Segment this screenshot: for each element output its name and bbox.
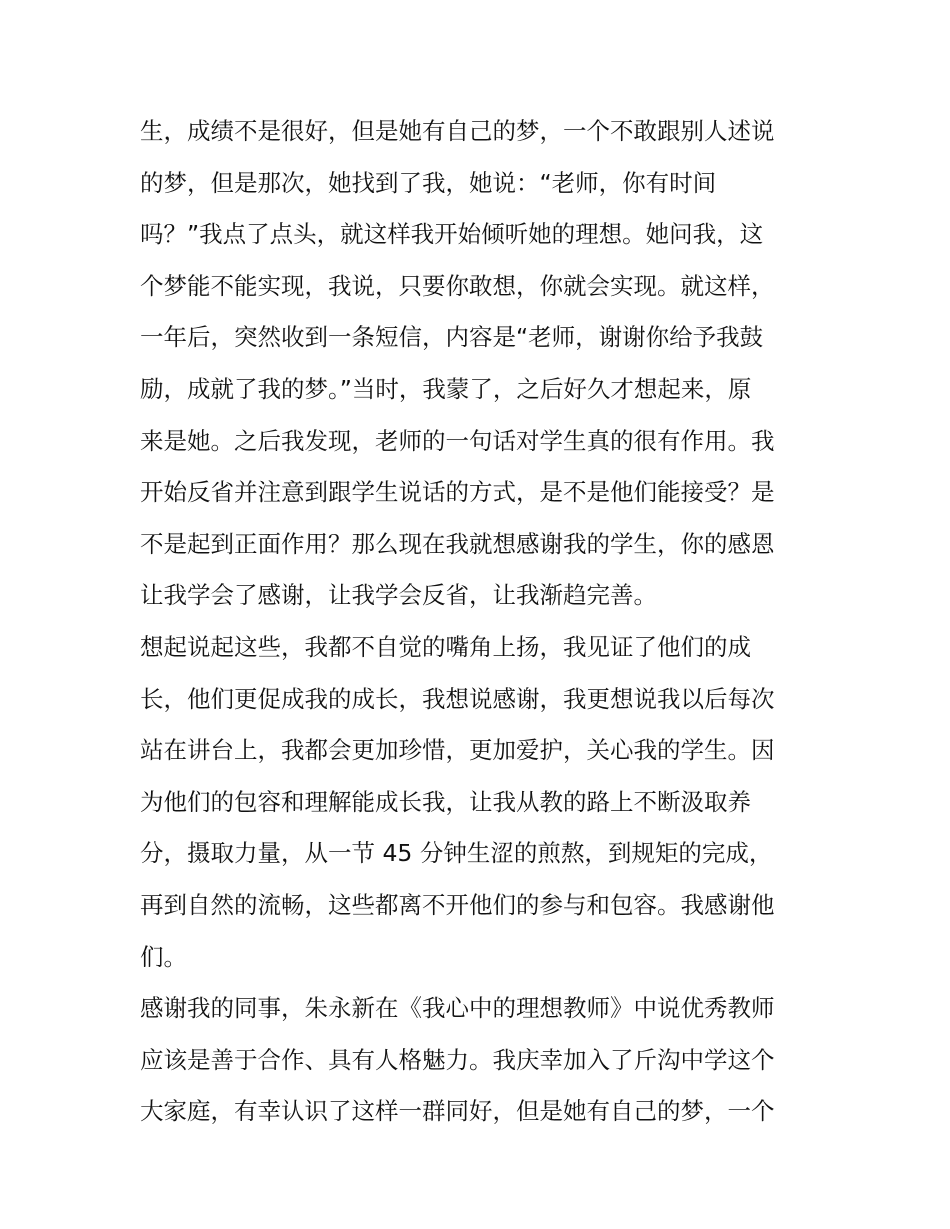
text-line: 来是她。之后我发现，老师的一句话对学生真的很有作用。我 bbox=[140, 426, 775, 455]
text-line: 分，摄取力量，从一节 45 分钟生涩的煎熬，到规矩的完成， bbox=[140, 839, 773, 868]
text-line: 应该是善于合作、具有人格魅力。我庆幸加入了斤沟中学这个 bbox=[140, 1045, 775, 1074]
text-line: 个梦能不能实现，我说，只要你敢想，你就会实现。就这样， bbox=[140, 271, 775, 300]
text-line: 们。 bbox=[140, 942, 187, 971]
text-line: 一年后，突然收到一条短信，内容是“老师，谢谢你给予我鼓 bbox=[140, 323, 764, 352]
text-line: 再到自然的流畅，这些都离不开他们的参与和包容。我感谢他 bbox=[140, 890, 775, 919]
text-line: 生，成绩不是很好，但是她有自己的梦，一个不敢跟别人述说 bbox=[140, 117, 775, 145]
text-line: 不是起到正面作用？那么现在我就想感谢我的学生，你的感恩 bbox=[140, 529, 775, 558]
text-line: 励，成就了我的梦。”当时，我蒙了，之后好久才想起来，原 bbox=[140, 374, 752, 403]
text-line: 长，他们更促成我的成长，我想说感谢，我更想说我以后每次 bbox=[140, 684, 775, 713]
text-line: 想起说起这些，我都不自觉的嘴角上扬，我见证了他们的成 bbox=[140, 632, 751, 661]
text-line: 感谢我的同事，朱永新在《我心中的理想教师》中说优秀教师 bbox=[140, 994, 775, 1023]
text-line: 让我学会了感谢，让我学会反省，让我渐趋完善。 bbox=[140, 581, 657, 610]
text-line: 为他们的包容和理解能成长我，让我从教的路上不断汲取养 bbox=[140, 787, 751, 816]
text-line: 吗？”我点了点头，就这样我开始倾听她的理想。她问我，这 bbox=[140, 220, 764, 249]
body-text bbox=[140, 106, 820, 1138]
text-line: 站在讲台上，我都会更加珍惜，更加爱护，关心我的学生。因 bbox=[140, 736, 775, 765]
text-line: 的梦，但是那次，她找到了我，她说：“老师，你有时间 bbox=[140, 168, 717, 197]
text-line: 大家庭，有幸认识了这样一群同好，但是她有自己的梦，一个 bbox=[140, 1097, 775, 1126]
text-line: 开始反省并注意到跟学生说话的方式，是不是他们能接受？是 bbox=[140, 478, 775, 507]
